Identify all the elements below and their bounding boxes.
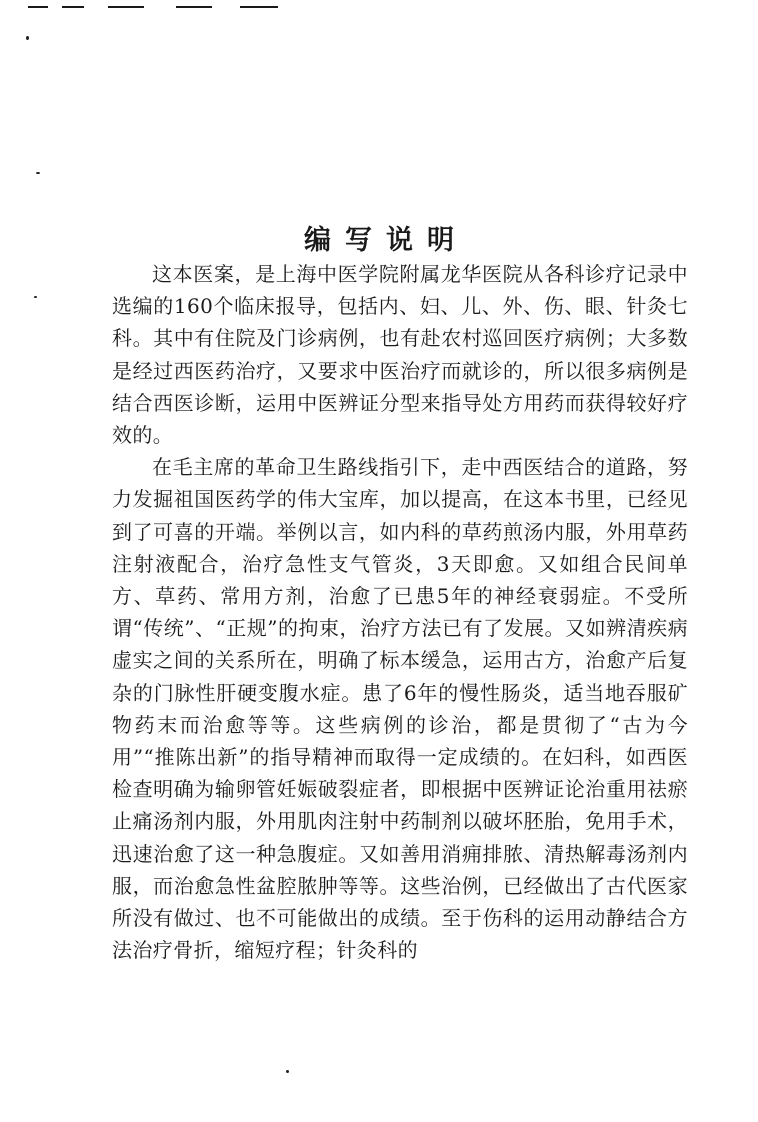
- top-rule: [62, 6, 84, 8]
- page-title: 编写说明: [304, 225, 468, 257]
- scan-speck: [34, 296, 37, 298]
- scan-speck: [36, 172, 40, 174]
- top-rule: [108, 6, 144, 8]
- scan-speck: [26, 36, 29, 40]
- top-rule: [28, 6, 48, 8]
- body-text: [112, 258, 688, 966]
- top-rule: [176, 6, 212, 8]
- paragraph: 在毛主席的革命卫生路线指引下，走中西医结合的道路，努力发掘祖国医药学的伟大宝库，加以提高，在这本书里，已经见到了可喜的开端。举例以言，如内科的草药煎汤内服，外用草药注射液配合，治疗急性支气管炎，3天即愈。又如组合民间单方、草药、常用方剂，治愈了已患5年的神经衰弱症。不受所谓“传统”、“正规”的拘束，治疗方法已有了发展。又如辨清疾病虚实之间的关系所在，明确了标本缓急，运用古方，治愈产后复杂的门脉性肝硬变腹水症。患了6年的慢性肠炎，适当地吞服矿物药末而治愈等等。这些病例的诊治，都是贯彻了“古为今用”“推陈出新”的指导精神而取得一定成绩的。在妇科，如西医检查明确为输卵管妊娠破裂症者，即根据中医辨证论治重用祛瘀止痛汤剂内服，外用肌肉注射中药制剂以破坏胚胎，免用手术，迅速治愈了这一种急腹症。又如善用消痈排脓、清热解毒汤剂内服，而治愈急性盆腔脓肿等等。这些治例，已经做出了古代医家所没有做过、也不可能做出的成绩。至于伤科的运用动静结合方法治疗骨折，缩短疗程；针灸科的: [112, 455, 688, 963]
- paragraph: 这本医案，是上海中医学院附属龙华医院从各科诊疗记录中选编的160个临床报导，包括内、妇、儿、外、伤、眼、针灸七科。其中有住院及门诊病例，也有赴农村巡回医疗病例；大多数是经过西医药治疗，又要求中医治疗而就诊的，所以很多病例是结合西医诊断，运用中医辨证分型来指导处方用药而获得较好疗效的。: [112, 262, 688, 448]
- top-rule: [240, 6, 278, 8]
- scan-speck: [286, 1070, 289, 1073]
